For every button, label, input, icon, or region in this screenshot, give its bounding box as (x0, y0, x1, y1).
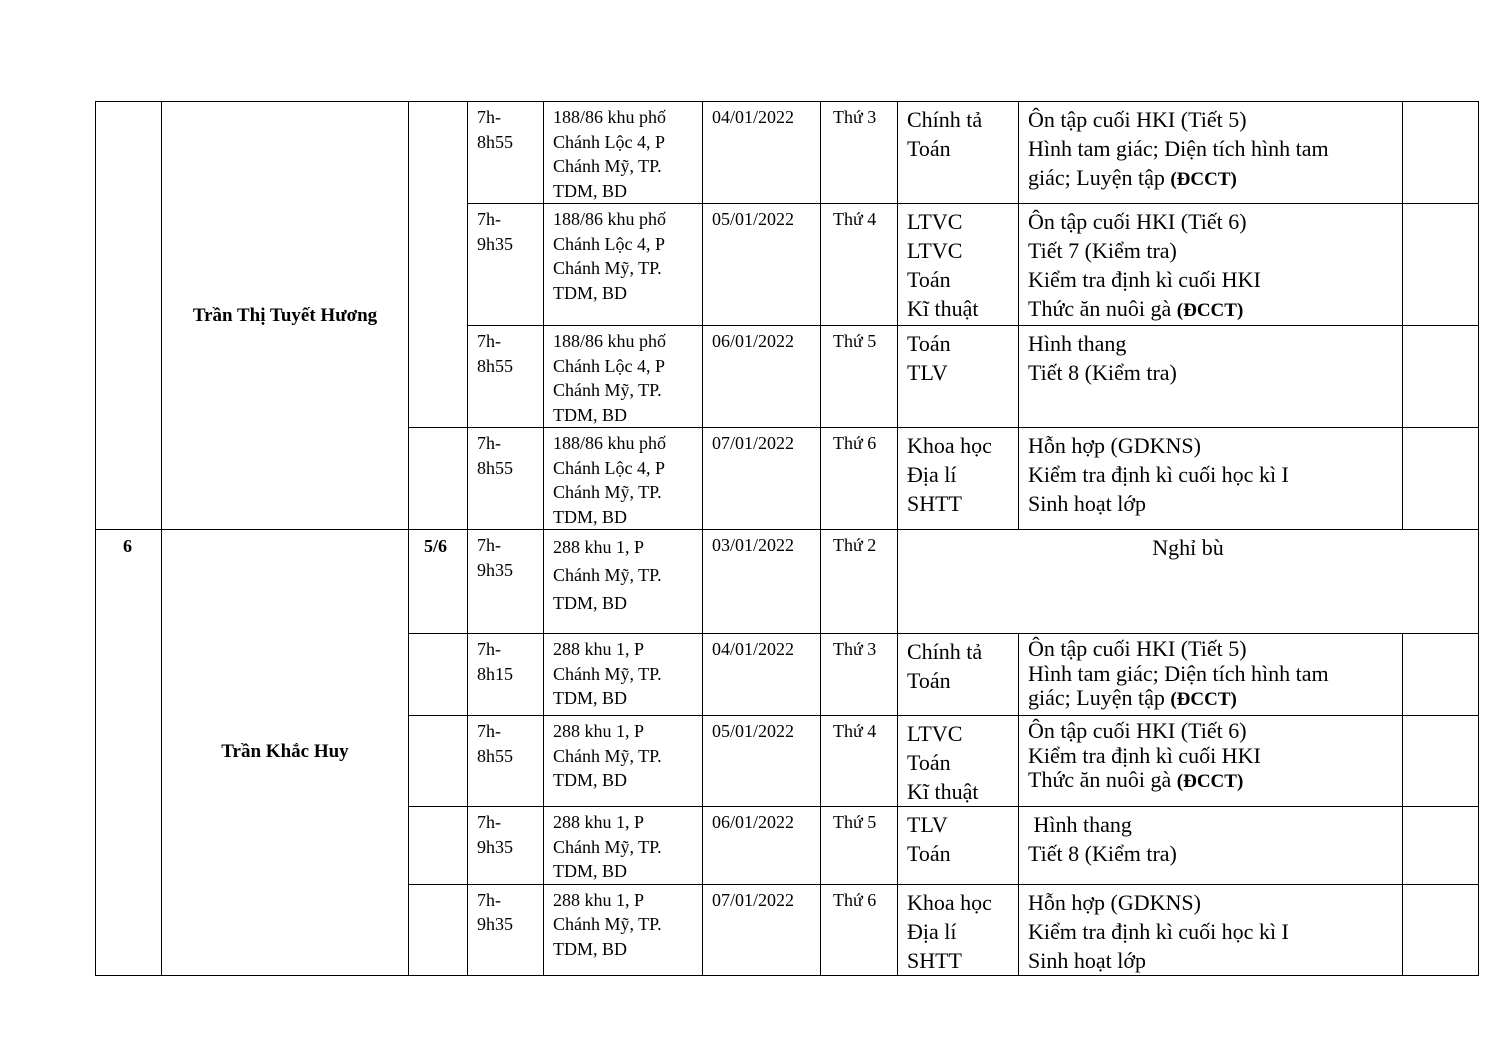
content-line (1028, 265, 1396, 294)
cell-line: 8h55 (477, 355, 513, 376)
content-line (1028, 810, 1396, 839)
cell-line: Kĩ thuật (907, 779, 979, 804)
content-text: Kiểm tra định kì cuối HKI (1028, 267, 1261, 292)
cell-line: Địa lí (907, 462, 957, 487)
content-text: Hình thang (1028, 812, 1132, 837)
cell-line: 7h- (477, 107, 501, 127)
dcct-tag: (ĐCCT) (1170, 689, 1237, 710)
content-line (1028, 686, 1396, 713)
cell-line: Chánh Lộc 4, P (553, 233, 665, 254)
lesson-content-cell (1019, 807, 1403, 885)
weekday-cell: Thứ 5 (821, 326, 898, 428)
cell-line: TDM, BD (553, 506, 628, 527)
dcct-tag: (ĐCCT) (1176, 300, 1244, 321)
teacher-number-cell: 6 (96, 530, 162, 976)
weekday-cell: Thứ 4 (821, 716, 898, 807)
note-cell (1403, 884, 1479, 975)
content-text: Ôn tập cuối HKI (Tiết 6) (1028, 209, 1247, 234)
address-cell (544, 428, 703, 530)
time-cell (468, 326, 544, 428)
content-text: Ôn tập cuối HKI (Tiết 5) (1028, 107, 1247, 132)
cell-line: Toán (907, 331, 951, 356)
class-cell (409, 102, 468, 428)
class-cell (409, 716, 468, 807)
content-text: Sinh hoạt lớp (1028, 947, 1146, 973)
cell-line: LTVC (907, 721, 963, 746)
content-line (1028, 489, 1396, 518)
cell-line: 288 khu 1, P (553, 537, 645, 557)
content-line (1028, 744, 1396, 769)
content-line (1028, 134, 1396, 163)
day-off-cell: Nghỉ bù (898, 530, 1479, 634)
subject-cell (898, 204, 1019, 326)
cell-line: Chánh Mỹ, TP. (553, 745, 662, 766)
cell-line: 7h- (477, 331, 501, 351)
content-text: Tiết 8 (Kiểm tra) (1028, 360, 1177, 385)
cell-line: TDM, BD (553, 938, 628, 959)
cell-line: TDM, BD (553, 404, 628, 425)
subject-cell (898, 634, 1019, 716)
time-cell (468, 204, 544, 326)
subject-cell (898, 326, 1019, 428)
cell-line: TDM, BD (553, 770, 628, 790)
note-cell (1403, 102, 1479, 204)
subject-cell (898, 884, 1019, 975)
cell-line: 8h55 (477, 457, 513, 478)
cell-line: SHTT (907, 947, 962, 973)
cell-line: 288 khu 1, P (553, 639, 645, 659)
address-cell (544, 716, 703, 807)
weekday-cell: Thứ 3 (821, 102, 898, 204)
cell-line: 9h35 (477, 914, 513, 934)
content-text: Kiểm tra định kì cuối học kì I (1028, 462, 1289, 487)
content-text: Kiểm tra định kì cuối HKI (1028, 742, 1261, 768)
time-cell (468, 634, 544, 716)
weekday-cell: Thứ 6 (821, 428, 898, 530)
teacher-number-cell (96, 102, 162, 530)
cell-line: Kĩ thuật (907, 296, 979, 321)
lesson-content-cell (1019, 102, 1403, 204)
address-cell (544, 102, 703, 204)
cell-line: TDM, BD (553, 861, 628, 881)
cell-line: Chánh Mỹ, TP. (553, 258, 662, 278)
cell-line: 7h- (477, 209, 501, 229)
cell-line: TLV (907, 360, 948, 385)
cell-line: Chính tả (907, 107, 983, 132)
dcct-tag: (ĐCCT) (1176, 771, 1244, 792)
cell-line: 7h- (477, 535, 501, 555)
cell-line: Chánh Lộc 4, P (553, 355, 665, 376)
cell-line: Toán (907, 750, 951, 775)
lesson-content-cell (1019, 204, 1403, 326)
weekday-cell: Thứ 2 (821, 530, 898, 634)
cell-line: 7h- (477, 812, 501, 832)
class-cell (409, 428, 468, 530)
subject-cell (898, 102, 1019, 204)
lesson-content-cell (1019, 634, 1403, 716)
content-text: Tiết 8 (Kiểm tra) (1028, 841, 1177, 866)
note-cell (1403, 326, 1479, 428)
content-text: Hỗn hợp (GDKNS) (1028, 889, 1201, 915)
subject-cell (898, 716, 1019, 807)
time-cell (468, 530, 544, 634)
time-cell (468, 716, 544, 807)
content-text: Hình thang (1028, 331, 1127, 356)
note-cell (1403, 634, 1479, 716)
schedule-body (96, 102, 1479, 976)
time-cell (468, 807, 544, 885)
schedule-table (95, 101, 1479, 976)
content-text: giác; Luyện tập (1028, 685, 1171, 710)
address-cell (544, 326, 703, 428)
cell-line: 188/86 khu phố (553, 209, 667, 229)
cell-line: TDM, BD (553, 593, 628, 613)
time-cell (468, 102, 544, 204)
content-text: Hình tam giác; Diện tích hình tam (1028, 136, 1329, 161)
cell-line: TLV (907, 812, 948, 837)
content-line (1028, 460, 1396, 489)
content-text: giác; Luyện tập (1028, 165, 1171, 190)
cell-line: LTVC (907, 209, 963, 234)
cell-line: 8h15 (477, 663, 513, 684)
cell-line: Chánh Mỹ, TP. (553, 914, 662, 934)
cell-line: 288 khu 1, P (553, 812, 645, 832)
table-row (96, 530, 1479, 634)
date-cell: 04/01/2022 (703, 102, 821, 204)
subject-cell (898, 428, 1019, 530)
weekday-cell: Thứ 3 (821, 634, 898, 716)
address-cell (544, 204, 703, 326)
content-line (1028, 431, 1396, 460)
cell-line: TDM, BD (553, 180, 628, 201)
cell-line: 8h55 (477, 131, 513, 152)
content-text: Kiểm tra định kì cuối học kì I (1028, 918, 1289, 944)
cell-line: Chánh Mỹ, TP. (553, 836, 662, 857)
cell-line: Chánh Mỹ, TP. (553, 482, 662, 502)
cell-line: 9h35 (477, 233, 513, 254)
note-cell (1403, 204, 1479, 326)
content-text: Hỗn hợp (GDKNS) (1028, 433, 1201, 458)
date-cell: 07/01/2022 (703, 428, 821, 530)
content-text: Thức ăn nuôi gà (1028, 296, 1177, 321)
time-cell (468, 428, 544, 530)
cell-line: Chánh Mỹ, TP. (553, 380, 662, 400)
cell-line: Toán (907, 668, 951, 693)
date-cell: 07/01/2022 (703, 884, 821, 975)
lesson-content-cell (1019, 716, 1403, 807)
address-cell (544, 634, 703, 716)
content-line (1028, 839, 1396, 868)
class-cell (409, 634, 468, 716)
content-line (1028, 294, 1396, 325)
note-cell (1403, 807, 1479, 885)
content-line (1028, 946, 1396, 975)
content-text: Ôn tập cuối HKI (Tiết 6) (1028, 718, 1247, 743)
content-line (1028, 768, 1396, 795)
subject-cell (898, 807, 1019, 885)
class-cell: 5/6 (409, 530, 468, 634)
lesson-content-cell (1019, 326, 1403, 428)
cell-line: SHTT (907, 491, 962, 516)
cell-line: Chánh Mỹ, TP. (553, 663, 662, 684)
content-line (1028, 637, 1396, 662)
time-cell (468, 884, 544, 975)
date-cell: 06/01/2022 (703, 807, 821, 885)
date-cell: 05/01/2022 (703, 716, 821, 807)
weekday-cell: Thứ 4 (821, 204, 898, 326)
cell-line: Địa lí (907, 918, 957, 944)
weekday-cell: Thứ 5 (821, 807, 898, 885)
cell-line: 188/86 khu phố (553, 433, 667, 453)
content-text: Sinh hoạt lớp (1028, 491, 1146, 516)
lesson-content-cell (1019, 884, 1403, 975)
teacher-name-cell: Trần Khắc Huy (162, 530, 409, 976)
cell-line: Toán (907, 136, 951, 161)
cell-line: Chánh Lộc 4, P (553, 457, 665, 478)
class-cell (409, 884, 468, 975)
cell-line: 188/86 khu phố (553, 331, 667, 351)
cell-line: 9h35 (477, 836, 513, 857)
content-line (1028, 207, 1396, 236)
class-cell (409, 807, 468, 885)
content-line (1028, 163, 1396, 194)
cell-line: Chính tả (907, 639, 983, 664)
content-text: Tiết 7 (Kiểm tra) (1028, 238, 1177, 263)
cell-line: Chánh Lộc 4, P (553, 131, 665, 152)
content-line (1028, 719, 1396, 744)
date-cell: 04/01/2022 (703, 634, 821, 716)
date-cell: 06/01/2022 (703, 326, 821, 428)
note-cell (1403, 716, 1479, 807)
cell-line: 288 khu 1, P (553, 889, 645, 910)
cell-line: Toán (907, 267, 951, 292)
dcct-tag: (ĐCCT) (1170, 169, 1237, 190)
content-line (1028, 329, 1396, 358)
table-row (96, 102, 1479, 204)
cell-line: 7h- (477, 889, 501, 910)
content-text: Thức ăn nuôi gà (1028, 767, 1177, 792)
cell-line: 7h- (477, 721, 501, 741)
cell-line: 8h55 (477, 745, 513, 766)
cell-line: 7h- (477, 639, 501, 659)
date-cell: 05/01/2022 (703, 204, 821, 326)
content-line (1028, 236, 1396, 265)
cell-line: LTVC (907, 238, 963, 263)
cell-line: Chánh Mỹ, TP. (553, 565, 662, 585)
address-cell (544, 807, 703, 885)
teacher-name-cell: Trần Thị Tuyết Hương (162, 102, 409, 530)
content-line (1028, 358, 1396, 387)
content-text: Ôn tập cuối HKI (Tiết 5) (1028, 636, 1247, 661)
content-line (1028, 888, 1396, 917)
cell-line: TDM, BD (553, 282, 628, 303)
cell-line: Khoa học (907, 889, 992, 915)
cell-line: TDM, BD (553, 688, 628, 708)
date-cell: 03/01/2022 (703, 530, 821, 634)
lesson-content-cell (1019, 428, 1403, 530)
cell-line: Chánh Mỹ, TP. (553, 156, 662, 176)
note-cell (1403, 428, 1479, 530)
cell-line: 9h35 (477, 559, 513, 580)
content-line (1028, 917, 1396, 946)
address-cell (544, 530, 703, 634)
cell-line: 7h- (477, 433, 501, 453)
content-text: Hình tam giác; Diện tích hình tam (1028, 660, 1329, 686)
content-line (1028, 662, 1396, 687)
cell-line: Khoa học (907, 433, 992, 458)
cell-line: 188/86 khu phố (553, 107, 667, 127)
cell-line: 288 khu 1, P (553, 721, 645, 741)
address-cell (544, 884, 703, 975)
content-line (1028, 105, 1396, 134)
cell-line: Toán (907, 841, 951, 866)
weekday-cell: Thứ 6 (821, 884, 898, 975)
